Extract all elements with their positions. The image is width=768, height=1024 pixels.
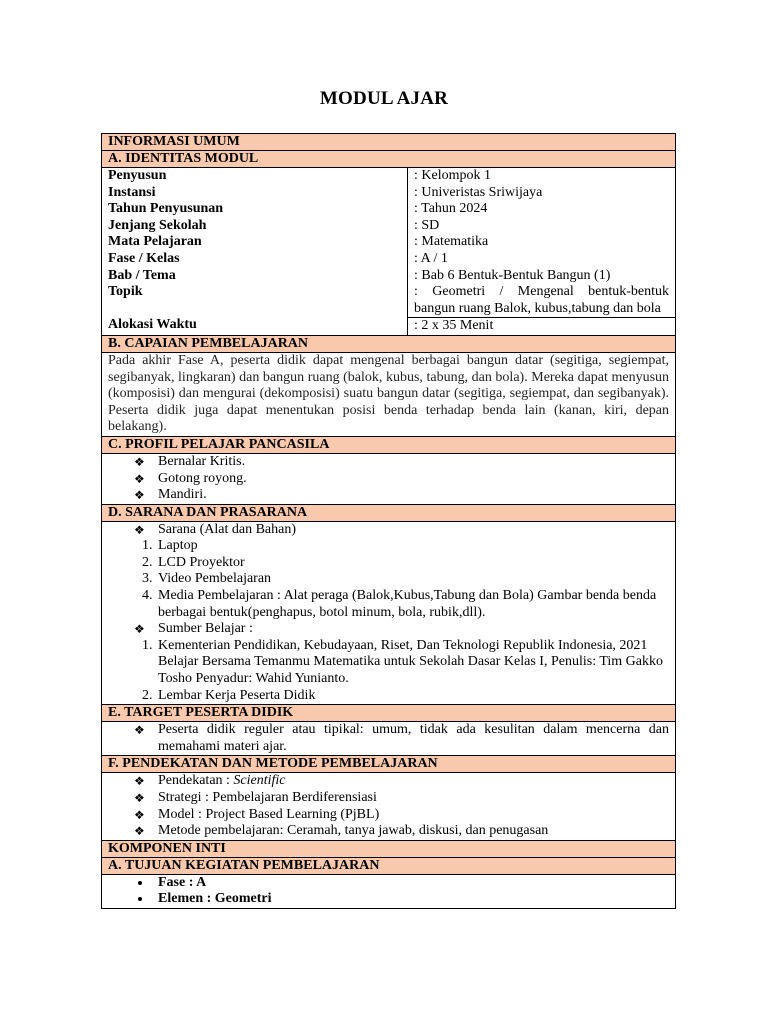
sumber-list (108, 621, 669, 638)
list-item (134, 722, 669, 755)
list-item: 3. Video Pembelajaran (156, 571, 669, 588)
label-mapel: Mata Pelajaran (108, 234, 202, 250)
list-item (134, 773, 669, 790)
tujuan-body (102, 874, 676, 908)
section-header: D. SARANA DAN PRASARANA (102, 504, 676, 521)
list-item: 4. Media Pembelajaran : Alat peraga (Balok,Kubus,Tabung dan Bola) Gambar benda benda berbagai bentuk(penghapus, botol minum, bola, rubik,dll). (156, 588, 669, 621)
value-topik: : Geometri / Mengenal bentuk-bentuk bangun ruang Balok, kubus,tabung dan bola (414, 284, 670, 316)
list-item: 2. LCD Proyektor (156, 555, 669, 572)
list-item-text: Sarana (Alat dan Bahan) (158, 521, 296, 537)
list-item: • Fase : A (152, 875, 669, 892)
list-item-text: Model : Project Based Learning (PjBL) (158, 806, 380, 822)
diamond-bullet-icon: ❖ (134, 488, 145, 503)
list-item-text: Pendekatan : (158, 773, 234, 789)
value-mapel: : Matematika (414, 234, 489, 250)
tujuan-list (108, 875, 669, 908)
label-fase: Fase / Kelas (108, 250, 180, 266)
section-header: A. TUJUAN KEGIATAN PEMBELAJARAN (102, 857, 676, 874)
pendekatan-body (102, 773, 676, 840)
value-fase: : A / 1 (414, 250, 448, 266)
list-item: 1. Kementerian Pendidikan, Kebudayaan, Riset, Dan Teknologi Republik Indonesia, 2021 Belajar Bersama Temanmu Matematika untuk Sekolah Dasar Kelas I, Penulis: Tim Gakko Tosho Penyadur: Wahid Yunianto. (156, 638, 669, 688)
diamond-bullet-icon: ❖ (134, 774, 145, 789)
target-list (108, 722, 669, 755)
list-item-text: Peserta didik reguler atau tipikal: umum, tidak ada kesulitan dalam mencerna dan memahami materi ajar. (158, 722, 670, 754)
profil-body (102, 453, 676, 504)
list-item: 1. Laptop (156, 538, 669, 555)
list-item-text: Strategi : Pembelajaran Berdiferensiasi (158, 790, 377, 805)
identitas-labels (102, 168, 408, 336)
profil-list-cell (102, 453, 676, 504)
list-item-text: Bernalar Kritis. (158, 453, 246, 469)
label-topik: Topik (108, 284, 143, 300)
section-header: C. PROFIL PELAJAR PANCASILA (102, 436, 676, 453)
sarana-list-cell (102, 521, 676, 705)
list-item (134, 807, 669, 824)
list-item (134, 454, 669, 471)
section-header: F. PENDEKATAN DAN METODE PEMBELAJARAN (102, 756, 676, 773)
sarana-list (108, 522, 669, 539)
diamond-bullet-icon: ❖ (134, 454, 145, 469)
label-instansi: Instansi (108, 184, 156, 200)
list-item (134, 522, 669, 539)
list-item (134, 790, 669, 807)
pendekatan-list-cell (102, 773, 676, 840)
sarana-body (102, 521, 676, 705)
section-identitas (102, 151, 676, 168)
list-item-text: Sumber Belajar : (158, 621, 253, 637)
profil-list (108, 454, 669, 504)
list-item-text: Mandiri. (158, 487, 207, 503)
list-item: • Elemen : Geometri (152, 891, 669, 908)
module-table (101, 133, 676, 909)
list-item-text: Metode pembelajaran: Ceramah, tanya jawab, diskusi, dan penugasan (158, 823, 549, 839)
value-jenjang: : SD (414, 217, 440, 233)
diamond-bullet-icon: ❖ (134, 522, 145, 537)
label-penyusun: Penyusun (108, 168, 167, 183)
pendekatan-value: Scientific (233, 773, 286, 789)
identitas-values (408, 168, 676, 336)
label-bab: Bab / Tema (108, 267, 176, 283)
tujuan-list-cell (102, 874, 676, 908)
diamond-bullet-icon: ❖ (134, 723, 145, 738)
value-penyusun: : Kelompok 1 (414, 168, 491, 183)
pendekatan-list (108, 773, 669, 839)
section-sarana (102, 504, 676, 521)
section-header: B. CAPAIAN PEMBELAJARAN (102, 335, 676, 352)
value-bab: : Bab 6 Bentuk-Bentuk Bangun (1) (414, 267, 611, 283)
label-jenjang: Jenjang Sekolah (108, 217, 207, 233)
section-target (102, 705, 676, 722)
list-item (134, 823, 669, 840)
list-item (134, 471, 669, 488)
target-list-cell (102, 722, 676, 756)
sarana-numbered-list (108, 538, 669, 621)
capaian-text: Pada akhir Fase A, peserta didik dapat mengenal berbagai bangun datar (segitiga, segiempat, segibanyak, lingkaran) dan bangun ruang (balok, kubus, tabung, dan bola). Mereka dapat menyusun (komposisi) dan mengurai (dekomposisi) suatu bangun datar (segitiga, segiempat, dan segibanyak). Peserta didik juga dapat menentukan posisi benda terhadap benda lain (kanan, kiri, depan belakang). (102, 352, 676, 436)
label-tahun: Tahun Penyusunan (108, 201, 224, 217)
value-instansi: : Univeristas Sriwijaya (414, 184, 543, 200)
spacer (108, 301, 401, 318)
value-tahun: : Tahun 2024 (414, 201, 488, 217)
section-header: INFORMASI UMUM (102, 134, 676, 151)
list-item-text: Gotong royong. (158, 470, 247, 486)
value-alokasi: : 2 x 35 Menit (408, 317, 675, 335)
list-item (134, 621, 669, 638)
section-tujuan (102, 857, 676, 874)
diamond-bullet-icon: ❖ (134, 471, 145, 486)
section-informasi-umum (102, 134, 676, 151)
list-item: 2. Lembar Kerja Peserta Didik (156, 688, 669, 705)
list-item (134, 487, 669, 504)
label-alokasi: Alokasi Waktu (108, 317, 197, 333)
diamond-bullet-icon: ❖ (134, 807, 145, 822)
diamond-bullet-icon: ❖ (134, 824, 145, 839)
target-body (102, 722, 676, 756)
section-komponen-inti (102, 840, 676, 857)
section-capaian (102, 335, 676, 352)
diamond-bullet-icon: ❖ (134, 791, 145, 805)
section-header: E. TARGET PESERTA DIDIK (102, 705, 676, 722)
identitas-block (102, 168, 676, 336)
diamond-bullet-icon: ❖ (134, 622, 145, 637)
section-pendekatan (102, 756, 676, 773)
section-header: KOMPONEN INTI (102, 840, 676, 857)
section-header: A. IDENTITAS MODUL (102, 151, 676, 168)
document-title: MODUL AJAR (319, 88, 449, 109)
capaian-body (102, 352, 676, 436)
sumber-numbered-list (108, 638, 669, 704)
section-profil (102, 436, 676, 453)
